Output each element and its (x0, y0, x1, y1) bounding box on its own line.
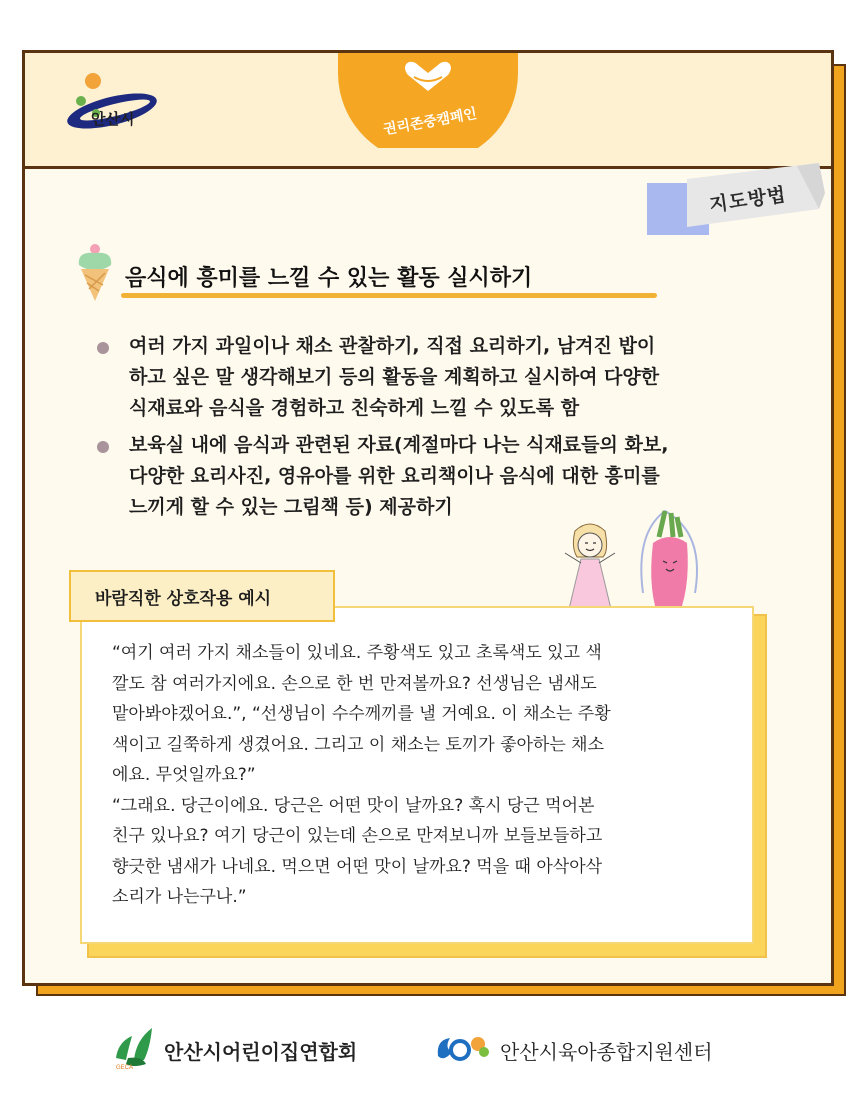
card-header (25, 53, 831, 169)
bullet-line: 식재료와 음식을 경험하고 친숙하게 느낄 수 있도록 함 (129, 397, 580, 419)
example-text (112, 638, 732, 913)
campaign-text: 권리존중캠페인 (382, 105, 479, 139)
example-line: “여기 여러 가지 채소들이 있네요. 주황색도 있고 초록색도 있고 색 (112, 643, 602, 663)
example-line: 친구 있나요? 여기 당근이 있는데 손으로 만져보니까 보들보들하고 (112, 826, 603, 846)
example-line: 맡아봐야겠어요.”, “선생님이 수수께끼를 낼 거예요. 이 채소는 주황 (112, 704, 611, 724)
title-underline (121, 293, 657, 298)
bullet-line: 보육실 내에 음식과 관련된 자료(계절마다 나는 식재료들의 화보, (129, 434, 669, 456)
bullet-line: 여러 가지 과일이나 채소 관찰하기, 직접 요리하기, 남겨진 밥이 (129, 335, 656, 357)
bullet-icon (97, 342, 109, 354)
bullet-line: 하고 싶은 말 생각해보기 등의 활동을 계획하고 실시하여 다양한 (129, 366, 660, 388)
example-label-text: 바람직한 상호작용 예시 (95, 589, 272, 609)
section-title: 음식에 흥미를 느낄 수 있는 활동 실시하기 (125, 266, 533, 291)
center-logo-icon (434, 1030, 494, 1066)
example-line: 깔도 참 여러가지에요. 손으로 한 번 만져볼까요? 선생님은 냄새도 (112, 673, 597, 694)
bullet-list (95, 331, 795, 529)
footer-right-org: 안산시육아종합지원센터 (500, 1040, 713, 1064)
bullet-line: 다양한 요리사진, 영유아를 위한 요리책이나 음식에 대한 흥미를 (129, 465, 660, 487)
geca-logo-icon (112, 1026, 158, 1070)
bullet-icon (97, 441, 109, 453)
main-card (22, 50, 834, 986)
example-line: 향긋한 냄새가 나네요. 먹으면 어떤 맛이 날까요? 먹을 때 아삭아삭 (112, 856, 603, 877)
example-line: “그래요. 당근이에요. 당근은 어떤 맛이 날까요? 혹시 당근 먹어본 (112, 795, 595, 816)
geca-logo-text: GECA (116, 1065, 134, 1070)
example-line: 색이고 길쭉하게 생겼어요. 그리고 이 채소는 토끼가 좋아하는 채소 (112, 734, 605, 755)
footer-left-org: 안산시어린이집연합회 (164, 1040, 358, 1064)
logo-text: 안산시 (91, 110, 135, 128)
ice-cream-icon (73, 241, 117, 303)
example-label (69, 570, 335, 622)
list-item (95, 331, 795, 424)
example-line: 에요. 무엇일까요?” (112, 765, 256, 785)
tag-label: 지도방법 (708, 183, 788, 217)
example-line: 소리가 나는구나.” (112, 887, 247, 907)
bullet-line: 느끼게 할 수 있는 그림책 등) 제공하기 (129, 496, 453, 518)
